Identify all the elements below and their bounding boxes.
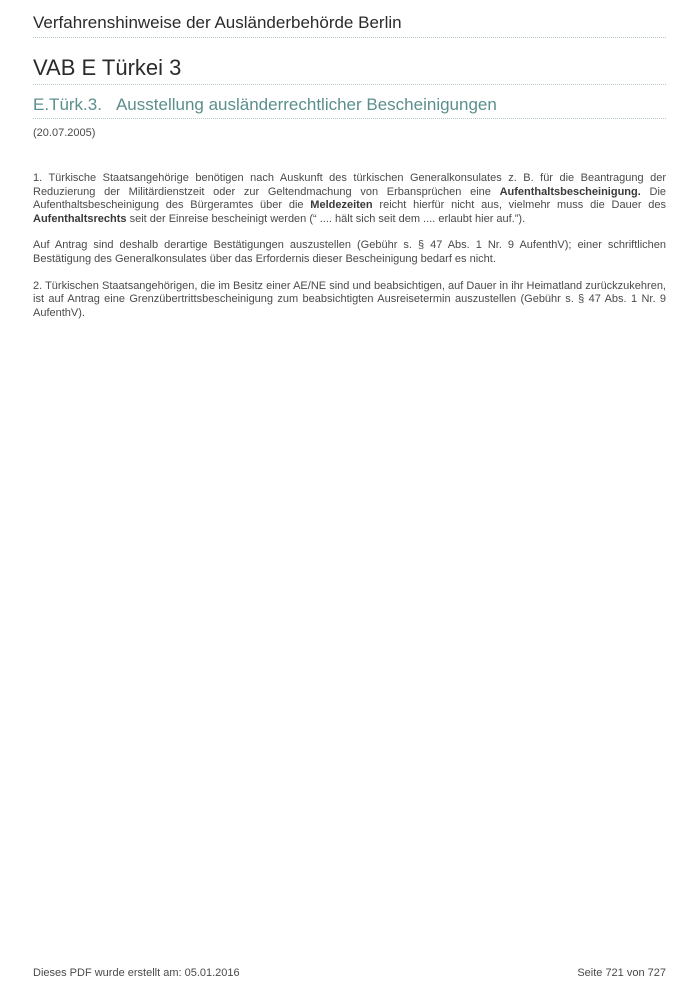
document-page [33, 0, 666, 333]
term-aufenthaltsrechts: Aufenthaltsrechts [33, 212, 127, 225]
term-aufenthaltsbescheinigung: Aufenthaltsbescheinigung. [499, 185, 641, 198]
footer-created-date: Dieses PDF wurde erstellt am: 05.01.2016 [33, 967, 240, 979]
document-date: (20.07.2005) [33, 127, 96, 139]
section-number: E.Türk.3. [33, 95, 102, 114]
document-title: VAB E Türkei 3 [33, 54, 666, 85]
paragraph-1-text-4: seit der Einreise bescheinigt werden (“ .... hält sich seit dem .... erlaubt hier auf.”). [126, 212, 526, 225]
paragraph-2: Auf Antrag sind deshalb derartige Bestätigungen auszustellen (Gebühr s. § 47 Abs. 1 Nr. 9 AufenthV); einer schriftlichen Bestätigung des Generalkonsulates über das Erfordernis dieser Bescheinigung bedarf es nicht. [33, 239, 666, 265]
running-header: Verfahrenshinweise der Ausländerbehörde Berlin [33, 0, 666, 38]
paragraph-3: 2. Türkischen Staatsangehörigen, die im Besitz einer AE/NE sind und beabsichtigen, auf Dauer in ihr Heimatland zurückzukehren, ist auf Antrag eine Grenzübertrittsbescheinigung zum beabsichtigten Ausreisetermin auszustellen (Gebühr s. § 47 Abs. 1 Nr. 9 AufenthV). [33, 279, 666, 319]
paragraph-1 [33, 172, 666, 226]
section-heading [33, 94, 666, 119]
document-body [33, 172, 666, 320]
page-footer [33, 966, 666, 980]
paragraph-1-text-3: reicht hierfür nicht aus, vielmehr muss die Dauer des [372, 199, 666, 212]
paragraph-1-text-1: 1. Türkische Staatsangehörige benötigen nach Auskunft des türkischen Generalkonsulates z. B. für die Beantragung der Reduzierung der Militärdienstzeit oder zur Geltendmachung von Erbansprüchen eine [33, 172, 666, 198]
paragraph-1-text-2: Die Aufenthaltsbescheinigung des Bürgeramtes über die [33, 185, 667, 212]
footer-page-number: Seite 721 von 727 [577, 967, 666, 979]
term-meldezeiten: Meldezeiten [310, 199, 373, 212]
section-title: Ausstellung ausländerrechtlicher Bescheinigungen [115, 95, 497, 114]
